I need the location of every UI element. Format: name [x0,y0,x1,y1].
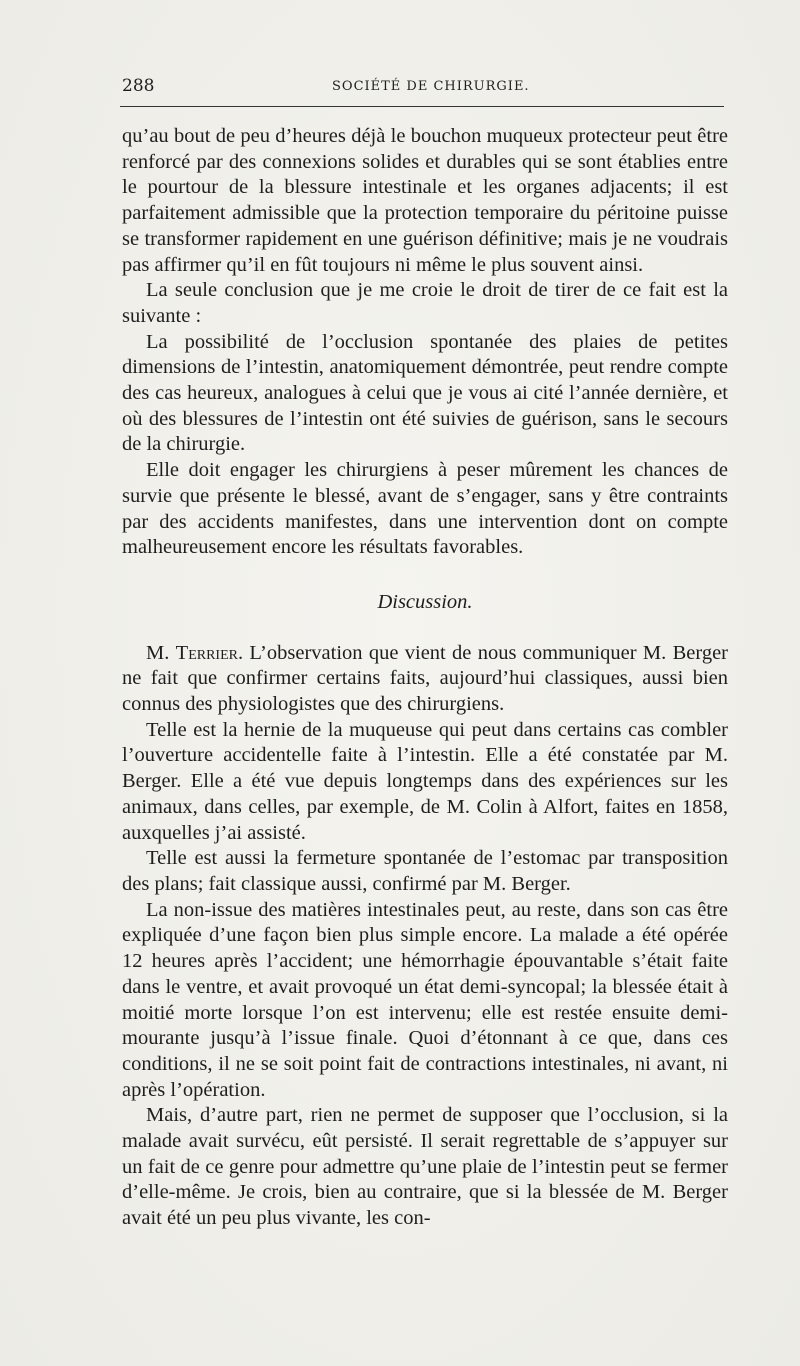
discussion-text: L’observation que vient de nous communiquer M. Berger ne fait que confirmer certains faits, aujourd’hui classiques, aussi bien connus des physiologistes que des chirurgiens. [122,641,728,716]
page-header [122,76,722,102]
discussion-paragraph: Telle est la hernie de la muqueuse qui peut dans certains cas combler l’ouverture accidentelle faite à l’intestin. Elle a été constatée par M. Berger. Elle a été vue depuis longtemps dans des expériences sur les animaux, dans celles, par exemple, de M. Colin à Alfort, faites en 1858, auxquelles j’ai assisté. [122,718,728,844]
running-title: SOCIÉTÉ DE CHIRURGIE. [332,79,530,94]
discussion-paragraph: Telle est aussi la fermeture spontanée de l’estomac par transposition des plans; fait classique aussi, confirmé par M. Berger. [122,847,728,895]
body-text [122,124,728,1232]
paragraph: La possibilité de l’occlusion spontanée des plaies de petites dimensions de l’intestin, anatomiquement démontrée, peut rendre compte des cas heureux, analogues à celui que je vous ai cité l’année dernière, et où des blessures de l’intestin ont été suivies de guérison, sans le secours de la chirurgie. [122,330,728,456]
paragraph: qu’au bout de peu d’heures déjà le bouchon muqueux protecteur peut être renforcé par des connexions solides et durables qui se sont établies entre le pourtour de la blessure intestinale et les organes adjacents; il est parfaitement admissible que la protection temporaire du péritoine puisse se transformer rapidement en une guérison définitive; mais je ne voudrais pas affirmer qu’il en fût toujours ni même le plus souvent ainsi. [122,125,728,276]
speaker-name: Terrier [175,641,238,664]
section-heading: Discussion. [377,590,473,613]
discussion-paragraph [122,641,728,718]
header-rule [120,106,724,107]
speaker-prefix: M. [146,641,170,664]
discussion-paragraph: La non-issue des matières intestinales peut, au reste, dans son cas être expliquée d’une façon bien plus simple encore. La malade a été opérée 12 heures après l’accident; une hémorrhagie épouvantable s’était faite dans le ventre, et avait provoqué un état demi-syncopal; la blessée était à moitié morte lorsque l’on est intervenu; elle est restée ensuite demi-mourante jusqu’à l’issue finale. Quoi d’étonnant à ce que, dans ces conditions, il ne se soit point fait de contractions intestinales, ni avant, ni après l’opération. [122,898,728,1101]
paragraph: La seule conclusion que je me croie le droit de tirer de ce fait est la suivante : [122,279,728,327]
paragraph: Elle doit engager les chirurgiens à peser mûrement les chances de survie que présente le blessé, avant de s’engager, sans y être contraints par des accidents manifestes, dans une intervention dont on compte malheureusement encore les résultats favorables. [122,459,728,559]
speaker-suffix: . [237,641,244,664]
discussion-paragraph: Mais, d’autre part, rien ne permet de supposer que l’occlusion, si la malade avait survécu, eût persisté. Il serait regrettable de s’appuyer sur un fait de ce genre pour admettre qu’une plaie de l’intestin peut se fermer d’elle-même. Je crois, bien au contraire, que si la blessée de M. Berger avait été un peu plus vivante, les con- [122,1104,728,1230]
page-number: 288 [122,76,155,96]
